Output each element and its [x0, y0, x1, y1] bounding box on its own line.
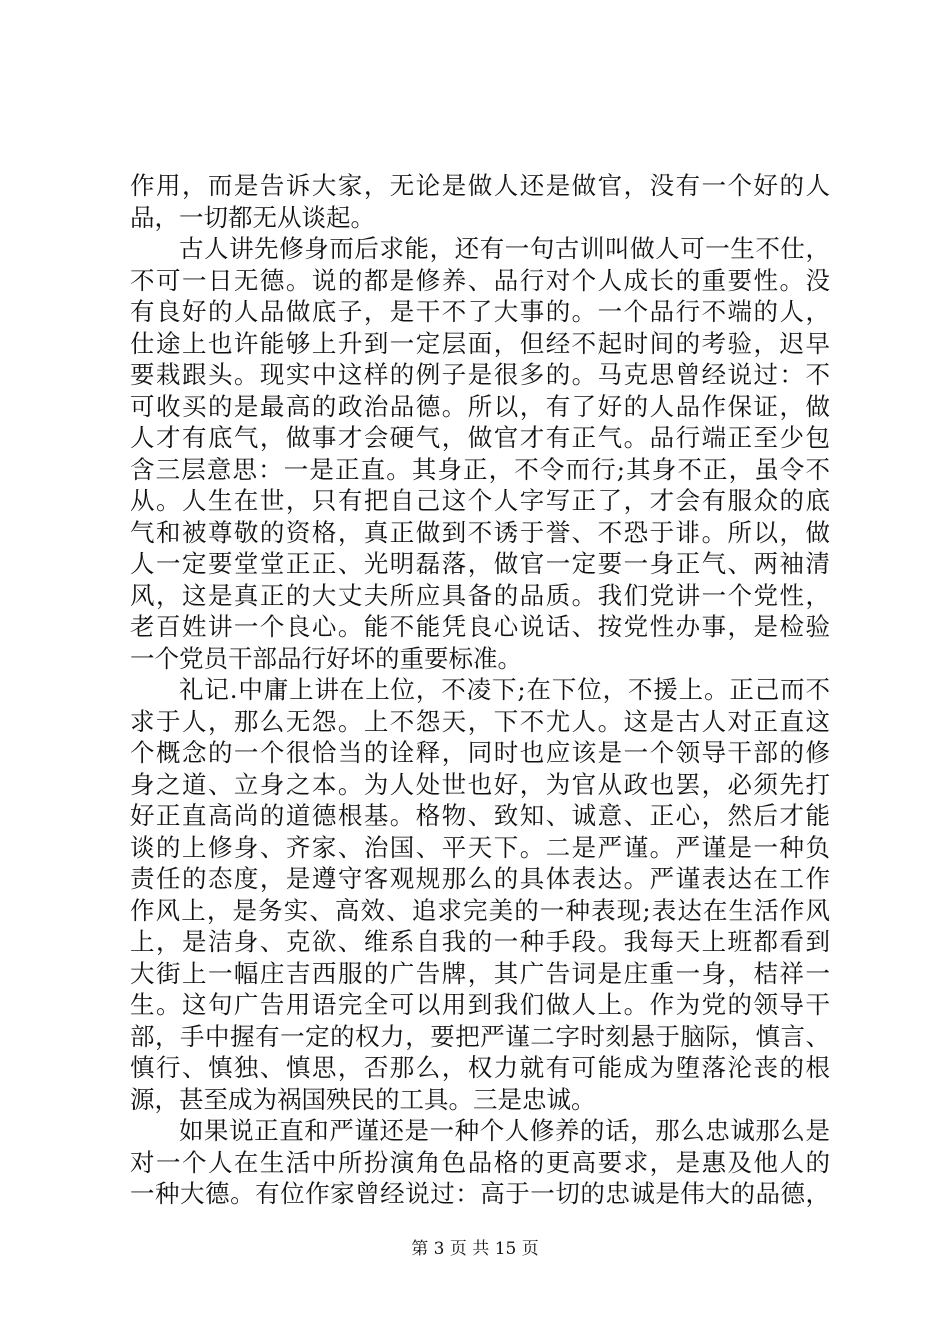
body-text — [130, 170, 830, 1210]
text-line: 作用，而是告诉大家，无论是做人还是做官，没有一个好的人 — [130, 171, 830, 200]
text-line: 责任的态度，是遵守客观规那么的具体表达。严谨表达在工作 — [130, 864, 830, 893]
text-line: 一种大德。有位作家曾经说过：高于一切的忠诚是伟大的品德， — [130, 1179, 830, 1208]
text-line: 礼记.中庸上讲在上位，不凌下;在下位，不援上。正己而不 — [179, 675, 830, 704]
text-line: 如果说正直和严谨还是一种个人修养的话，那么忠诚那么是 — [179, 1116, 830, 1145]
text-line: 要栽跟头。现实中这样的例子是很多的。马克思曾经说过：不 — [130, 360, 830, 389]
text-line: 对一个人在生活中所扮演角色品格的更高要求，是惠及他人的 — [130, 1147, 830, 1177]
text-line: 气和被尊敬的资格，真正做到不诱于誉、不恐于诽。所以，做 — [130, 517, 830, 547]
text-line: 生。这句广告用语完全可以用到我们做人上。作为党的领导干 — [130, 990, 830, 1019]
text-line: 不可一日无德。说的都是修养、品行对个人成长的重要性。没 — [130, 265, 830, 295]
text-line: 品，一切都无从谈起。 — [130, 202, 375, 232]
text-line: 一个党员干部品行好坏的重要标准。 — [130, 643, 522, 673]
text-line: 人一定要堂堂正正、光明磊落，做官一定要一身正气、两袖清 — [130, 549, 830, 578]
text-line: 风，这是真正的大丈夫所应具备的品质。我们党讲一个党性， — [130, 580, 830, 610]
text-line: 从。人生在世，只有把自己这个人字写正了，才会有服众的底 — [130, 486, 830, 515]
text-line: 身之道、立身之本。为人处世也好，为官从政也罢，必须先打 — [130, 769, 830, 799]
text-line: 含三层意思：一是正直。其身正，不令而行;其身不正，虽令不 — [130, 454, 830, 484]
text-line: 部，手中握有一定的权力，要把严谨二字时刻悬于脑际，慎言、 — [130, 1021, 830, 1051]
text-line: 上，是洁身、克欲、维系自我的一种手段。我每天上班都看到 — [130, 927, 830, 956]
text-line: 个概念的一个很恰当的诠释，同时也应该是一个领导干部的修 — [130, 738, 830, 767]
text-line: 源，甚至成为祸国殃民的工具。三是忠诚。 — [130, 1084, 596, 1114]
text-line: 求于人，那么无怨。上不怨天，下不尤人。这是古人对正直这 — [130, 706, 830, 736]
text-line: 作风上，是务实、高效、追求完美的一种表现;表达在生活作风 — [130, 895, 830, 925]
text-line: 仕途上也许能够上升到一定层面，但经不起时间的考验，迟早 — [130, 328, 830, 358]
text-line: 人才有底气，做事才会硬气，做官才有正气。品行端正至少包 — [130, 423, 830, 452]
text-line: 谈的上修身、齐家、治国、平天下。二是严谨。严谨是一种负 — [130, 832, 830, 862]
text-line: 老百姓讲一个良心。能不能凭良心说话、按党性办事，是检验 — [130, 612, 830, 641]
text-line: 大街上一幅庄吉西服的广告牌，其广告词是庄重一身，桔祥一 — [130, 958, 830, 988]
text-line: 古人讲先修身而后求能，还有一句古训叫做人可一生不仕， — [179, 234, 830, 263]
text-line: 有良好的人品做底子，是干不了大事的。一个品行不端的人， — [130, 297, 830, 326]
text-line: 可收买的是最高的政治品德。所以，有了好的人品作保证，做 — [130, 391, 830, 421]
page-footer: 第 3 页 共 15 页 — [411, 1239, 539, 1259]
text-line: 慎行、慎独、慎思，否那么，权力就有可能成为堕落沦丧的根 — [130, 1053, 830, 1082]
text-line: 好正直高尚的道德根基。格物、致知、诚意、正心，然后才能 — [130, 801, 830, 830]
